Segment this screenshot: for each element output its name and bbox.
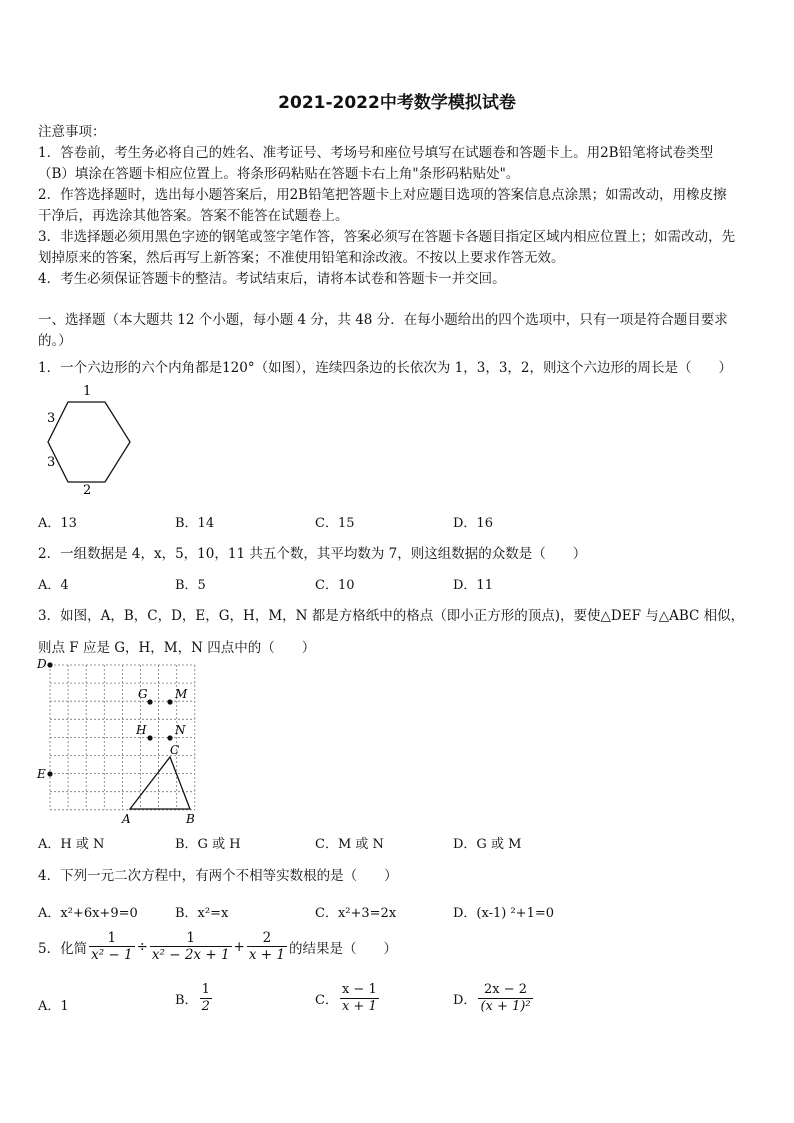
q5-option-d: D． $\frac{2x - 2}{\text{(x + 1)²}}$ [453, 982, 531, 1014]
triangle-abc [130, 757, 190, 809]
notice-line: 划掉原来的答案，然后再写上新答案；不准使用铅笔和涂改液。不按以上要求作答无效。 [38, 250, 565, 266]
point-g [147, 699, 152, 704]
label-h: H [136, 723, 147, 737]
notice-line: 4．考生必须保证答题卡的整洁。考试结束后，请将本试卷和答题卡一并交回。 [38, 271, 506, 287]
point-n [167, 735, 172, 740]
grid-figure [36, 656, 204, 828]
q2-option-a: A．4 [38, 578, 69, 593]
label-e: E [37, 767, 46, 781]
q5-option-b: B． $\frac{1}{2}$ [175, 982, 210, 1014]
point-e [47, 771, 52, 776]
label-m: M [175, 687, 188, 701]
q4-option-b: B．x²=x [175, 906, 229, 921]
q3-option-c: C．M 或 N [315, 837, 384, 852]
q1-option-d: D．16 [453, 516, 493, 531]
q2-option-c: C．10 [315, 578, 355, 593]
q2-option-b: B．5 [175, 578, 206, 593]
section-heading: 一、选择题（本大题共 12 个小题，每小题 4 分，共 48 分．在每小题给出的四个选项中，只有一项是符合题目要求 [38, 312, 728, 328]
notice-line: 1．答卷前，考生务必将自己的姓名、准考证号、考场号和座位号填写在试题卷和答题卡上。用2B铅笔将试卷类型 [38, 145, 714, 161]
q5-option-a: A．1 [38, 999, 69, 1014]
point-h [147, 735, 152, 740]
hexagon-shape [48, 402, 130, 482]
q5-fraction-3: $\frac{2}{x + 1}$ [248, 930, 285, 963]
hexagon-label-lower-left: 3 [47, 455, 56, 470]
label-c: C [170, 743, 180, 757]
q1-option-a: A．13 [38, 516, 77, 531]
q3-option-a: A．H 或 N [38, 837, 105, 852]
notice-line: （B）填涂在答题卡相应位置上。将条形码粘贴在答题卡右上角"条形码粘贴处"。 [38, 166, 520, 182]
hexagon-label-top: 1 [83, 384, 92, 399]
label-g: G [138, 687, 148, 701]
q5-fraction-2: $\frac{1}{\text{x² − 2x + 1}}$ [151, 930, 230, 963]
q5-fraction-1: $\frac{1}{\text{x² − 1}}$ [91, 930, 133, 963]
q5-option-c: C． $\frac{x - 1}{x + 1}$ [315, 982, 377, 1014]
label-d: D [37, 657, 47, 671]
question-4-stem: 4．下列一元二次方程中，有两个不相等实数根的是（ ） [38, 868, 398, 884]
q3-option-d: D．G 或 M [453, 837, 522, 852]
notice-line: 3．非选择题必须用黑色字迹的钢笔或签字笔作答，答案必须写在答题卡各题目指定区域内相应位置上；如需改动，先 [38, 229, 736, 245]
q5-suffix: 的结果是（ ） [288, 940, 397, 957]
hexagon-label-bottom: 2 [83, 483, 92, 495]
q5-prefix: 5．化简 [38, 940, 88, 957]
q2-option-d: D．11 [453, 578, 493, 593]
q3-option-b: B．G 或 H [175, 837, 241, 852]
section-heading-cont: 的。） [38, 333, 72, 349]
question-3-stem: 3．如图，A，B，C，D，E，G，H，M，N 都是方格纸中的格点（即小正方形的顶点)，要使△DEF 与△ABC 相似， [38, 608, 745, 624]
point-d [47, 662, 52, 667]
question-1-stem: 1．一个六边形的六个内角都是120°（如图），连续四条边的长依次为 1，3，3，2，则这个六边形的周长是（ ） [38, 360, 733, 376]
question-2-stem: 2．一组数据是 4，x，5，10，11 共五个数，其平均数为 7，则这组数据的众数是（ ） [38, 546, 587, 562]
point-m [167, 699, 172, 704]
notice-heading: 注意事项： [38, 124, 106, 140]
question-5-stem [38, 930, 397, 963]
q1-option-c: C．15 [315, 516, 355, 531]
q4-option-c: C．x²+3=2x [315, 906, 397, 921]
q5-divide-sign: ÷ [136, 938, 148, 955]
grid-lines [50, 665, 195, 810]
notice-line: 干净后，再选涂其他答案。答案不能答在试题卷上。 [38, 208, 349, 224]
hexagon-label-upper-left: 3 [47, 411, 56, 426]
label-n: N [175, 723, 186, 737]
label-b: B [186, 812, 195, 826]
q5-plus-sign: + [233, 938, 245, 955]
question-3-stem-cont: 则点 F 应是 G，H，M，N 四点中的（ ） [38, 640, 316, 656]
q1-option-b: B．14 [175, 516, 215, 531]
q4-option-d: D．(x-1) ²+1=0 [453, 906, 555, 921]
hexagon-figure [38, 380, 163, 495]
page-title: 2021-2022中考数学模拟试卷 [278, 93, 516, 113]
q4-option-a: A．x²+6x+9=0 [38, 906, 138, 921]
label-a: A [122, 812, 131, 826]
notice-line: 2．作答选择题时，选出每小题答案后，用2B铅笔把答题卡上对应题目选项的答案信息点涂黑；如需改动，用橡皮擦 [38, 187, 727, 203]
